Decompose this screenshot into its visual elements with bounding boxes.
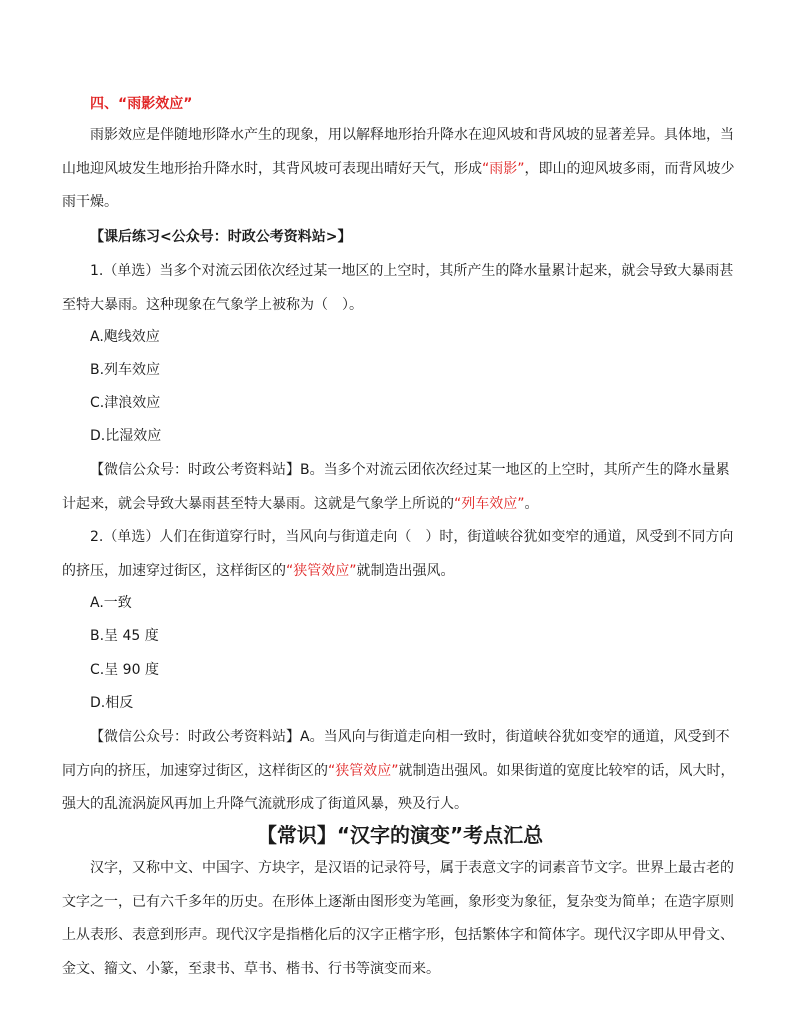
answer-text: 【微信公众号：时政公考资料站】B。当多个对流云团依次经过某一地区的上空时，其所产生的降水量累计起来，就会导致大暴雨甚至特大暴雨。这就是气象学上所说的 [62,462,730,512]
highlight-term: “列车效应” [454,495,525,512]
hanzi-section-title: 【常识】“汉字的演变”考点汇总 [256,823,544,847]
answer-text: 。 [524,495,539,512]
highlight-term: “狭管效应” [286,562,357,579]
question-1-option-d: D.比湿效应 [90,428,162,444]
question-2-option-d: D.相反 [90,695,134,711]
rain-shadow-paragraph [62,119,742,220]
question-1-option-a: A.飑线效应 [90,329,160,345]
question-2-answer [62,721,742,822]
hanzi-paragraph: 汉字，又称中文、中国字、方块字，是汉语的记录符号，属于表意文字的词素音节文字。世界上最古老的文字之一，已有六千多年的历史。在形体上逐渐由图形变为笔画，象形变为象征，复杂变为简单；在造字原则上从表形、表意到形声。现代汉字是指楷化后的汉字正楷字形，包括繁体字和简体字。现代汉字即从甲骨文、金文、籀文、小篆，至隶书、草书、楷书、行书等演变而来。 [62,860,734,977]
question-1-option-c: C.津浪效应 [90,395,161,411]
question-1-stem: 1.（单选）当多个对流云团依次经过某一地区的上空时，其所产生的降水量累计起来，就会导致大暴雨甚至特大暴雨。这种现象在气象学上被称为（ ）。 [62,263,734,313]
highlight-term: “狭管效应” [328,762,399,779]
practice-heading: 【课后练习<公众号：时政公考资料站>】 [90,229,352,245]
question-1-answer [62,454,742,521]
stem-text: 就制造出强风。 [356,562,455,579]
section-heading-rain-shadow: 四、“雨影效应” [90,96,193,112]
stem-text: 2.（单选）人们在街道穿行时，当风向与街道走向（ ）时，街道峡谷犹如变窄的通道，风受到不同方向的挤压，加速穿过街区，这样街区的 [62,529,734,579]
question-2-option-a: A.一致 [90,595,132,611]
question-2-option-c: C.呈 90 度 [90,662,159,678]
answer-text: 【微信公众号：时政公考资料站】A。当风向与街道走向相一致时，街道峡谷犹如变窄的通道，风受到不同方向的挤压，加速穿过街区，这样街区的 [62,729,730,779]
paragraph-text: ，即山的迎风坡多雨，而背风坡少雨干燥。 [62,160,735,210]
answer-text: 就制造出强风。如果街道的宽度比较窄的话，风大时，强大的乱流涡旋风再加上升降气流就形成了街道风暴，殃及行人。 [62,762,735,812]
highlight-term: “雨影” [482,160,525,177]
question-2-option-b: B.呈 45 度 [90,628,159,644]
question-1-option-b: B.列车效应 [90,362,161,378]
question-2-stem [62,521,742,588]
paragraph-text: 雨影效应是伴随地形降水产生的现象，用以解释地形抬升降水在迎风坡和背风坡的显著差异。具体地，当山地迎风坡发生地形抬升降水时，其背风坡可表现出晴好天气，形成 [62,127,734,177]
